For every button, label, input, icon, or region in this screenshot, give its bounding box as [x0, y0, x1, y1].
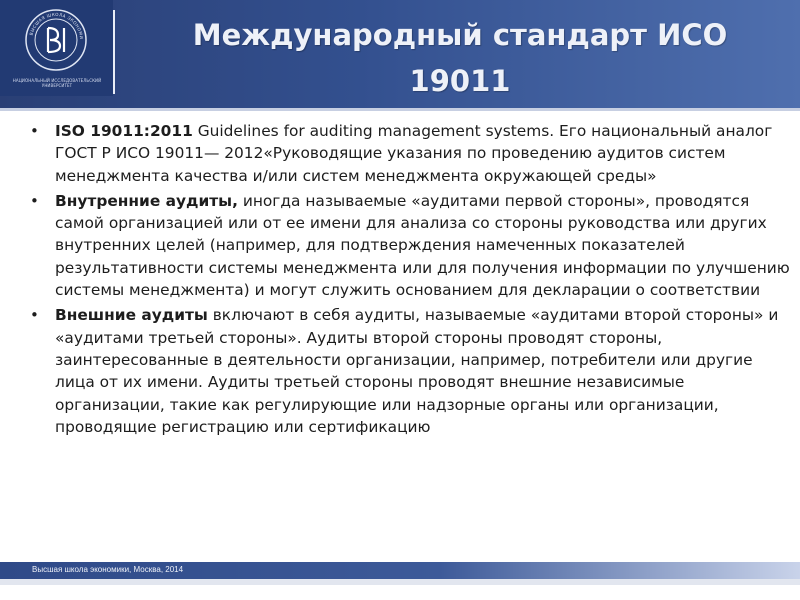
- bullet-list: [30, 120, 792, 441]
- footer-band: [0, 562, 800, 579]
- bullet-icon: •: [30, 306, 39, 325]
- list-item: [30, 120, 792, 187]
- hse-logo: [0, 0, 113, 96]
- list-item: [30, 304, 792, 438]
- item-lead: Внешние аудиты: [55, 306, 208, 325]
- item-lead: ISO 19011:2011: [55, 122, 193, 140]
- hse-seal-icon: [24, 8, 88, 72]
- item-text: Guidelines for auditing management systems. Его национальный аналог ГОСТ Р ИСО 19011— 2012«Руководящие указания по проведению аудитов систем менеджмента качества и/или систем менеджмента окружающей среды»: [55, 122, 773, 185]
- page-title: Международный стандарт ИСО 19011: [192, 18, 728, 98]
- seal-text: ВЫСШАЯ ШКОЛА ЭКОНОМИ: [28, 11, 85, 40]
- svg-text:ВЫСШАЯ ШКОЛА ЭКОНОМИКИ: [24, 8, 84, 39]
- item-lead: Внутренние аудиты,: [55, 191, 238, 210]
- bullet-icon: •: [30, 191, 39, 210]
- header-band: [0, 0, 800, 108]
- bullet-icon: •: [30, 122, 39, 140]
- footer-stripe: [0, 579, 800, 585]
- item-text: включают в себя аудиты, называемые «аудитами второй стороны» и «аудитами третьей стороны». Аудиты второй стороны проводят стороны, заинтересованные в деятельности организации, например, потребители или другие лица от их имени. Аудиты третьей стороны проводят внешние независимые организации, такие как регулирующие или надзорные органы или организации, проводящие регистрацию или сертификацию: [55, 306, 779, 436]
- header-divider: [113, 10, 115, 94]
- item-text: иногда называемые «аудитами первой стороны», проводятся самой организацией или от ее имени для анализа со стороны руководства или других внутренних целей (например, для подтверждения намеченных показателей результативности системы менеджмента или для получения информации по улучшению системы менеджмента) и могут служить основанием для декларации о соответствии: [55, 191, 790, 300]
- logo-caption: НАЦИОНАЛЬНЫЙ ИССЛЕДОВАТЕЛЬСКИЙ УНИВЕРСИТЕТ: [12, 78, 102, 88]
- list-item: [30, 190, 792, 301]
- header-rule: [0, 108, 800, 111]
- footer-text: Высшая школа экономики, Москва, 2014: [32, 565, 184, 574]
